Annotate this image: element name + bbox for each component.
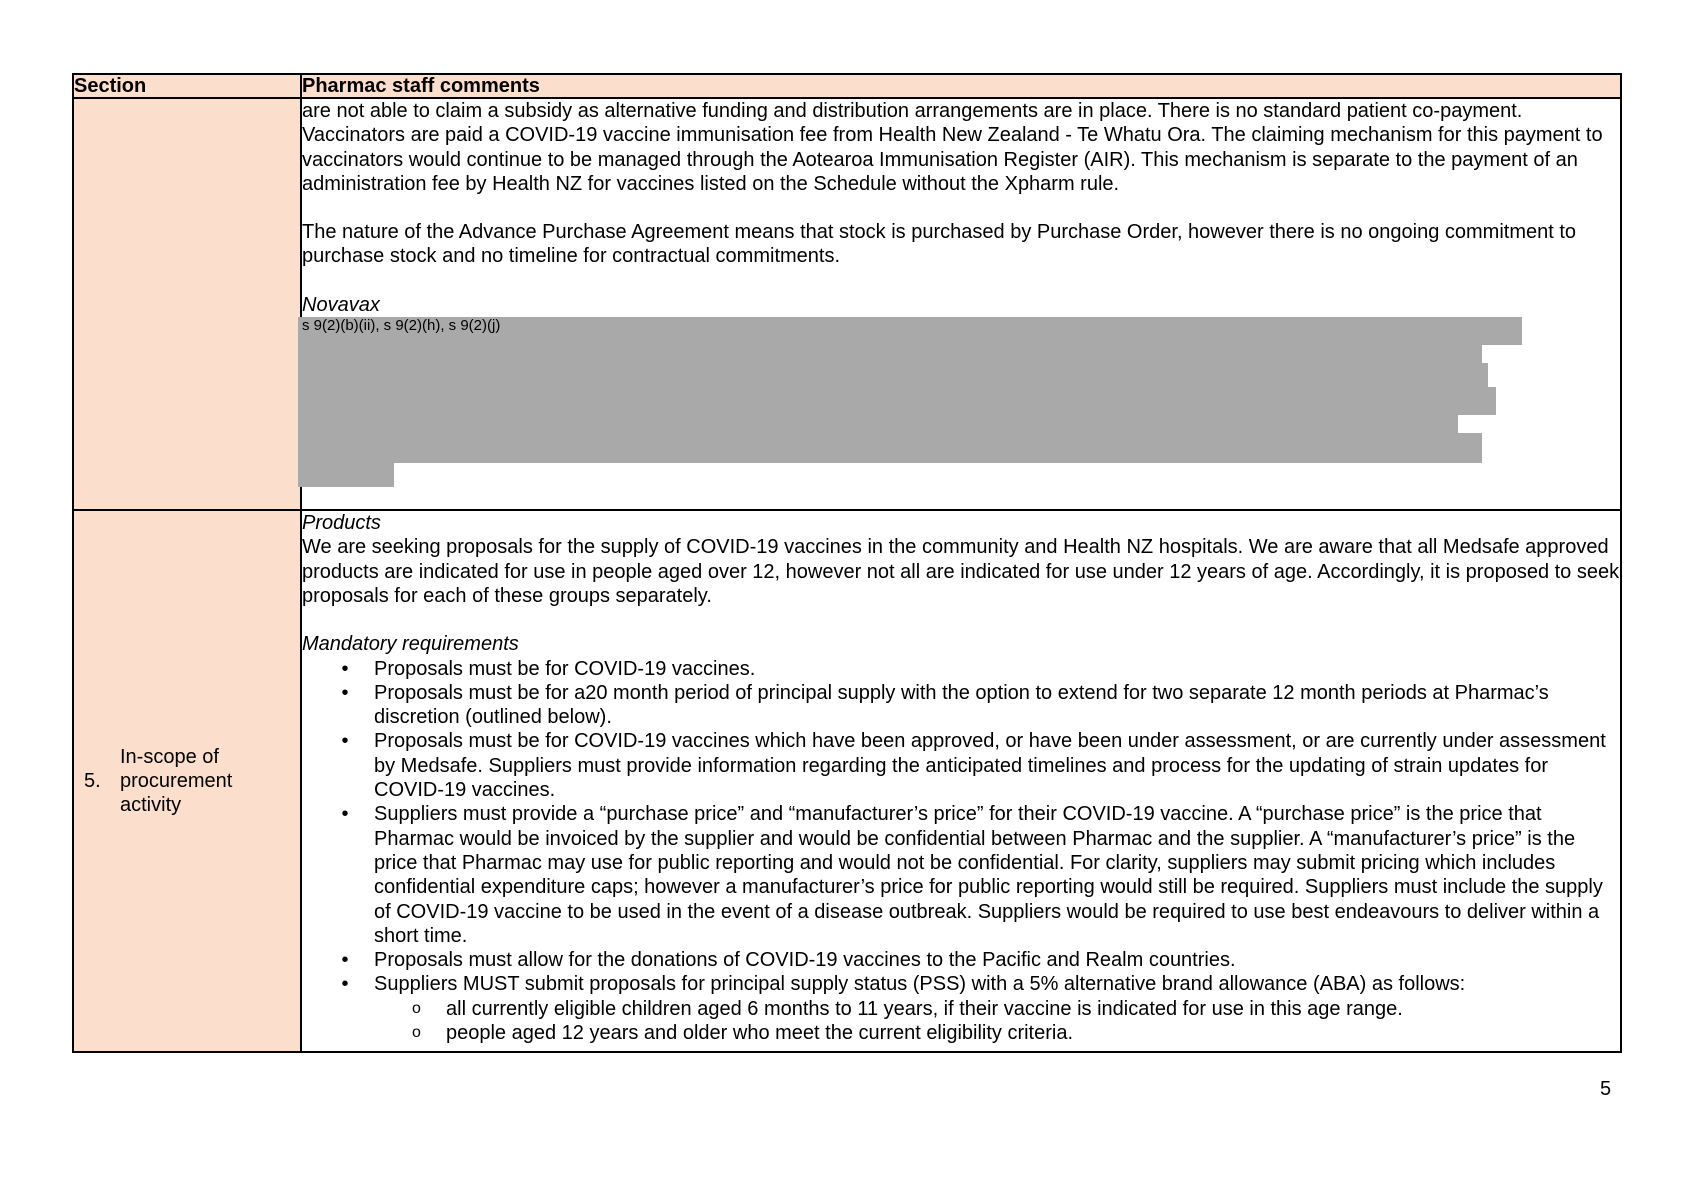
products-paragraph: We are seeking proposals for the supply of COVID-19 vaccines in the community and Health NZ hospitals. We are aware that all Medsafe approved products are indicated for use in people aged over 12, however not all are indicated for use under 12 years of age. Accordingly, it is proposed to seek proposals for each of these groups separately. [302,536,1620,607]
bullet-icon: • [341,657,349,680]
section-number: 5. [84,769,101,792]
table-row [73,98,1621,510]
list-item: • Suppliers must provide a “purchase price” and “manufacturer’s price” for their COVID-19 vaccine. A “purchase price” is the price that Pharmac would be invoiced by the supplier and would be confidential between Pharmac and the supplier. A “manufacturer’s price” is the price that Pharmac may use for public reporting and would not be confidential. For clarity, suppliers may submit pricing which includes confidential expenditure caps; however a manufacturer’s price for public reporting would still be required. Suppliers must include the supply of COVID-19 vaccine to be used in the event of a disease outbreak. Suppliers would be required to use best endeavours to deliver within a short time. [302,802,1620,948]
list-item: • Proposals must be for COVID-19 vaccines which have been approved, or have been under assessment, or are currently under assessment by Medsafe. Suppliers must provide information regarding the anticipated timelines and process for the updating of strain updates for COVID-19 vaccines. [302,729,1620,802]
bullet-icon: • [341,681,349,704]
list-item: • Proposals must be for a20 month period of principal supply with the option to extend for two separate 12 month periods at Pharmac’s discretion (outlined below). [302,681,1620,730]
section-title: In-scope of procurement activity [120,745,233,817]
list-item: • Proposals must be for COVID-19 vaccines. [302,657,1620,681]
sub-list-item: o all currently eligible children aged 6 months to 11 years, if their vaccine is indicated for use in this age range. [412,997,1403,1020]
redaction-bar [298,363,1488,387]
redaction-bar [298,345,1482,363]
header-comments: Pharmac staff comments [301,74,1621,98]
redaction-bar [298,433,1482,463]
header-section: Section [73,74,301,98]
section-cell [73,510,301,1052]
paragraph-advance-purchase: The nature of the Advance Purchase Agreement means that stock is purchased by Purchase Order, however there is no ongoing commitment to purchase stock and no timeline for contractual commitments. [302,221,1577,268]
comments-table [72,73,1622,1053]
redaction-bar [298,387,1496,415]
comments-cell [301,510,1621,1052]
table-header-row [73,74,1621,98]
products-heading: Products [302,512,381,535]
bullet-icon: • [341,730,349,753]
redaction-bar [298,463,394,487]
sub-list-item: o people aged 12 years and older who meet the current eligibility criteria. [412,1022,1074,1045]
novavax-heading: Novavax [302,293,380,316]
page-number: 5 [1600,1078,1612,1100]
mandatory-heading: Mandatory requirements [302,633,519,656]
circle-bullet-icon: o [412,999,421,1017]
comments-cell [301,98,1621,510]
section-cell-empty [73,98,301,510]
list-item: • Suppliers MUST submit proposals for principal supply status (PSS) with a 5% alternative brand allowance (ABA) as follows: o all currently eligible children aged 6 months to 11 years, if their vaccine is indicated for use in this age range. o people aged 12 years and older who meet the current eligibility criteria. [302,972,1620,1045]
list-item: • Proposals must allow for the donations of COVID-19 vaccines to the Pacific and Realm countries. [302,948,1620,972]
bullet-icon: • [341,803,349,826]
bullet-icon: • [341,949,349,972]
redacted-block [302,317,1620,509]
table-row [73,510,1621,1052]
sub-list [302,997,1620,1046]
redaction-label: s 9(2)(b)(ii), s 9(2)(h), s 9(2)(j) [302,317,501,335]
circle-bullet-icon: o [412,1024,421,1042]
requirements-list [302,657,1620,1046]
paragraph-subsidy: are not able to claim a subsidy as alternative funding and distribution arrangements are in place. There is no standard patient co-payment. Vaccinators are paid a COVID-19 vaccine immunisation fee from Health New Zealand - Te Whatu Ora. The claiming mechanism for this payment to vaccinators would continue to be managed through the Aotearoa Immunisation Register (AIR). This mechanism is separate to the payment of an administration fee by Health NZ for vaccines listed on the Schedule without the Xpharm rule. [302,100,1603,195]
redaction-bar [298,415,1458,433]
bullet-icon: • [341,973,349,996]
